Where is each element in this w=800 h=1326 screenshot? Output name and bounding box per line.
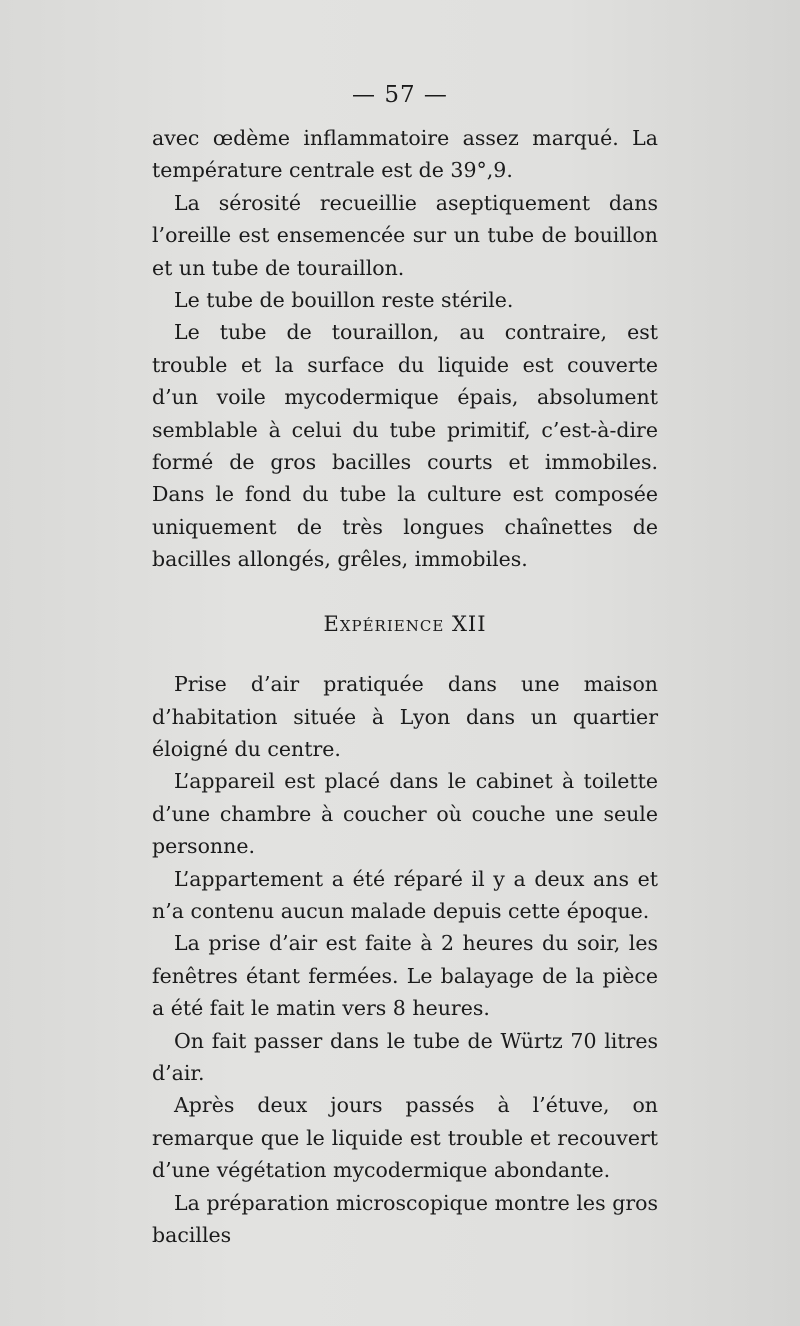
paragraph: Après deux jours passés à l’étuve, on remarque que le liquide est trouble et recouvert d’une végétation mycodermique abondante. [152,1093,658,1183]
paragraph: Le tube de bouillon reste stérile. [174,288,514,313]
paragraph: On fait passer dans le tube de Würtz 70 litres d’air. [152,1028,658,1085]
paragraph: L’appartement a été réparé il y a deux ans et n’a contenu aucun malade depuis cette époque. [152,866,658,923]
paragraph: avec œdème inflammatoire assez marqué. La température centrale est de 39°,9. [152,126,658,183]
paragraph: La sérosité recueillie aseptiquement dans l’oreille est ensemencée sur un tube de bouillon et un tube de touraillon. [152,190,658,280]
paragraph: L’appareil est placé dans le cabinet à toilette d’une chambre à coucher où couche une seule personne. [152,769,658,859]
section-heading: Expérience XII [323,611,487,636]
body-text [152,122,658,1251]
paragraph: La prise d’air est faite à 2 heures du soir, les fenêtres étant fermées. Le balayage de la pièce a été fait le matin vers 8 heures. [152,931,658,1021]
page-number: — 57 — [352,82,448,108]
paragraph: Le tube de touraillon, au contraire, est trouble et la surface du liquide est couverte d’un voile mycodermique épais, absolument semblable à celui du tube primitif, c’est-à-dire formé de gros bacilles courts et immobiles. Dans le fond du tube la culture est composée uniquement de très longues chaînettes de bacilles allongés, grêles, immobiles. [152,320,658,572]
paragraph: La préparation microscopique montre les gros bacilles [152,1190,658,1247]
paragraph: Prise d’air pratiquée dans une maison d’habitation située à Lyon dans un quartier éloigné du centre. [152,672,658,761]
